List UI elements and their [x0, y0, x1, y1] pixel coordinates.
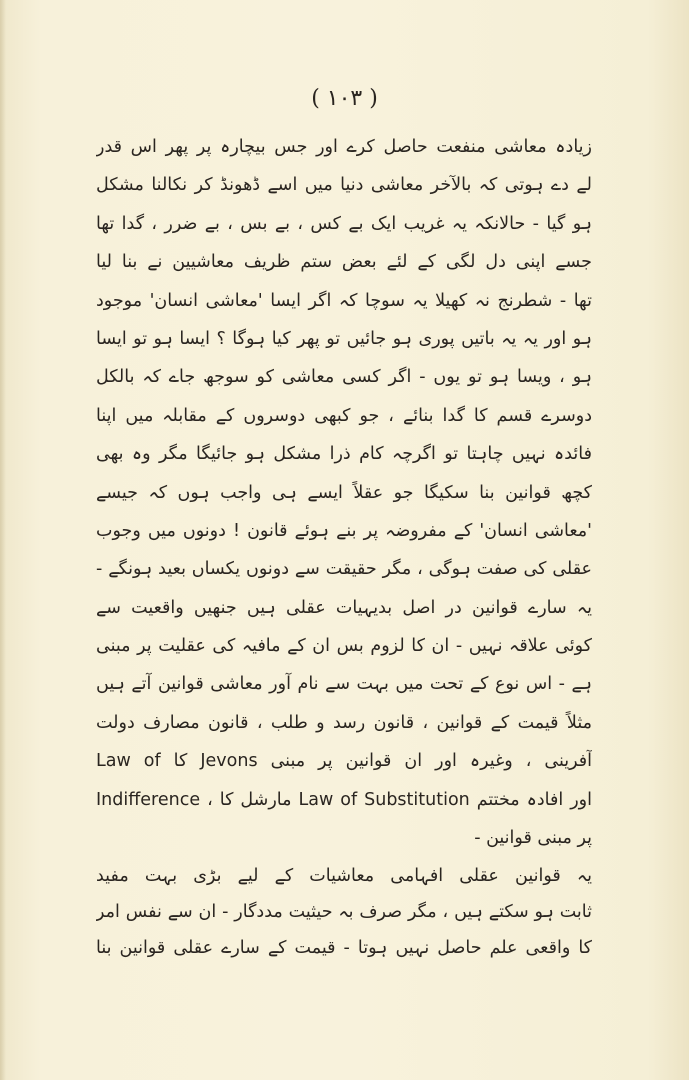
text-line: یہ قوانین عقلی افہامی معاشیات کے لیے بڑی بہت مفید	[96, 866, 592, 886]
paragraph-2	[96, 858, 592, 966]
text-line: ہو اور یہ یہ باتیں پوری ہو جائیں تو پھر کیا ہوگا ؟ ایسا ہو تو ایسا	[96, 328, 592, 349]
text-line: کچھ قوانین بنا سکیگا جو عقلاً ایسے ہی واجب ہوں کہ جیسے	[96, 482, 592, 503]
text-line: پر مبنی قوانین -	[474, 828, 592, 849]
text-line: عقلی کی صفت ہوگی ، مگر حقیقت سے دونوں یکساں بعید ہونگے -	[96, 559, 592, 580]
text-line: 'معاشی انسان' کے مفروضہ پر بنے ہوئے قانون ! دونوں میں وجوب	[96, 520, 592, 541]
text-line: آفرینی ، وغیرہ اور ان قوانین پر مبنی Jevons کا Law of	[96, 751, 592, 772]
page-number: ( ۱۰۳ )	[311, 86, 378, 111]
text-line: زیادہ معاشی منفعت حاصل کرے اور جس بیچارہ پر پھر اس قدر	[96, 137, 592, 157]
text-line: کا واقعی علم حاصل نہیں ہوتا - قیمت کے سارے عقلی قوانین بنا	[96, 938, 592, 958]
text-line: کوئی علاقہ نہیں - ان کا لزوم بس ان کے مافیہ کی عقلیت پر مبنی	[96, 636, 592, 657]
page-binding-shadow	[0, 0, 6, 1080]
text-line: ہے - اس نوع کے تحت میں بہت سے نام آور معاشی قوانین آتے ہیں	[96, 674, 592, 695]
text-line: دوسرے قسم کا گدا بنائے ، جو کبھی دوسروں کے مقابلہ میں اپنا	[96, 405, 592, 426]
paragraph-1	[96, 128, 592, 857]
text-line: ہو ، ویسا ہو تو یوں - اگر کسی معاشی کو سوجھ جاے کہ بالکل	[96, 367, 592, 388]
text-line: ثابت ہو سکتے ہیں ، مگر صرف بہ حیثیت مددگار - ان سے نفس امر	[96, 902, 592, 922]
text-line: یہ سارے قوانین در اصل بدیہیات عقلی ہیں جنھیں واقعیت سے	[96, 597, 592, 618]
text-line: تھا - شطرنج نہ کھیلا یہ سوچا کہ اگر ایسا 'معاشی انسان' موجود	[96, 290, 592, 311]
text-line: Indifference ، مارشل کا Law of Substitution اور افادہ مختتم	[96, 789, 592, 810]
text-line: مثلاً قیمت کے قوانین ، قانون رسد و طلب ، قانون مصارف دولت	[96, 712, 592, 733]
text-line: لے دے ہوتی کہ بالآخر معاشی دنیا میں اسے ڈھونڈ کر نکالنا مشکل	[96, 175, 592, 196]
text-line: فائدہ نہیں چاہتا تو اگرچہ کام ذرا مشکل ہو جائیگا مگر وہ بھی	[96, 444, 592, 465]
text-line: جسے اپنی دل لگی کے لئے بعض ستم ظریف معاشیین نے بنا لیا	[96, 252, 592, 273]
text-line: ہو گیا - حالانکہ یہ غریب ایک بے کس ، بے بس ، بے ضرر ، گدا تھا	[96, 213, 592, 234]
